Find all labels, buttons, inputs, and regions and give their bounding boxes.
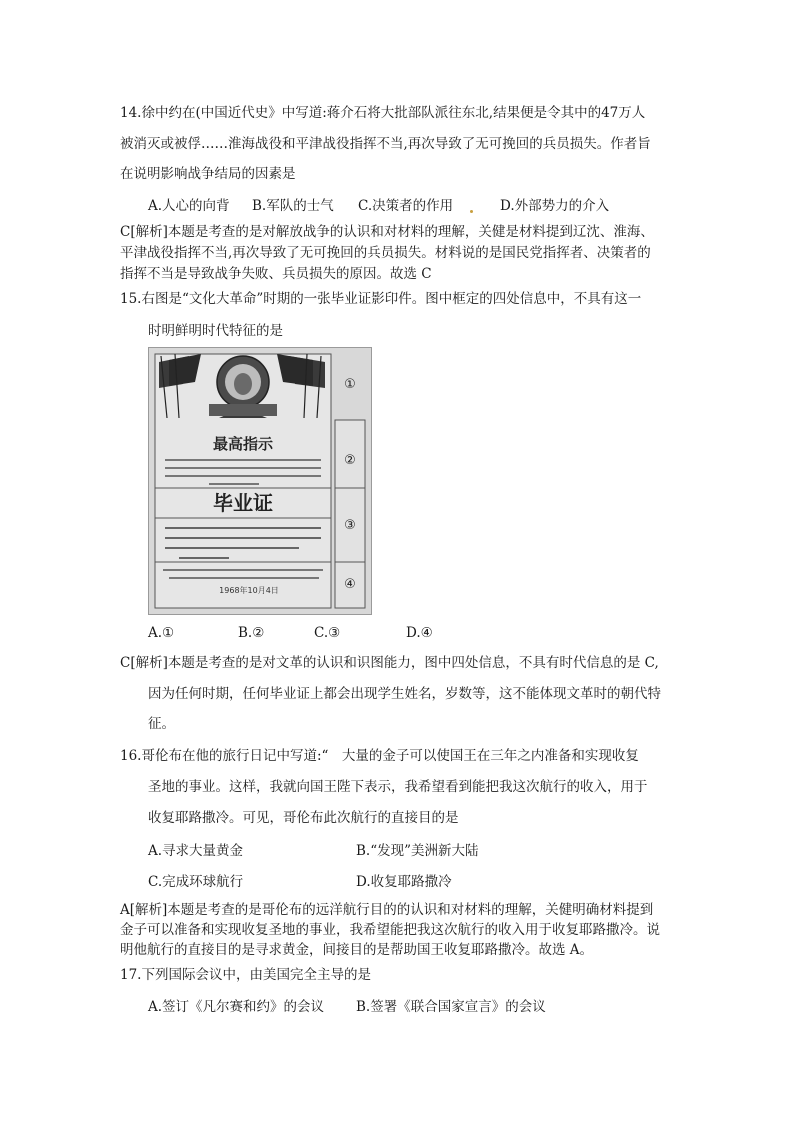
q16-analysis-3: 明他航行的直接目的是寻求黄金，间接目的是帮助国王收复耶路撒冷。故选 A。 (120, 942, 594, 958)
q15-analysis-2: 因为任何时期，任何毕业证上都会出现学生姓名，岁数等，这不能体现文革时的朝代特 (148, 686, 661, 702)
q17-option-b[interactable]: B.签署《联合国家宣言》的会议 (356, 999, 546, 1015)
q16-option-a[interactable]: A.寻求大量黄金 (148, 843, 244, 859)
diploma-date: 1968年10月4日 (219, 586, 279, 595)
q15-option-a[interactable]: A.① (148, 625, 175, 641)
q16-option-d[interactable]: D.收复耶路撒冷 (356, 874, 452, 890)
q15-option-d[interactable]: D.④ (406, 625, 433, 641)
q14-option-d[interactable]: D.外部势力的介入 (500, 198, 610, 214)
marker-4: ④ (344, 577, 356, 592)
q16-option-c[interactable]: C.完成环球航行 (148, 874, 244, 890)
q16-line-2: 圣地的事业。这样，我就向国王陛下表示，我希望看到能把我这次航行的收入，用于 (148, 779, 648, 795)
q16-line-1: 16.哥伦布在他的旅行日记中写道:“ 大量的金子可以使国王在三年之内准备和实现收复 (120, 748, 639, 764)
marker-2: ② (344, 453, 356, 468)
marker-3: ③ (344, 518, 356, 533)
diploma-photo (148, 347, 372, 615)
q14-line-2: 被消灭或被俘……淮海战役和平津战役指挥不当,再次导致了无可挽回的兵员损失。作者旨 (120, 136, 651, 152)
q14-analysis-1: C[解析]本题是考查的是对解放战争的认识和对材料的理解，关健是材料提到辽沈、淮海、 (120, 224, 654, 240)
q16-analysis-1: A[解析]本题是考查的是哥伦布的远洋航行目的的认识和对材料的理解，关健明确材料提到 (120, 902, 654, 918)
q14-analysis-3: 指挥不当是导致战争失败、兵员损失的原因。故选 C (120, 266, 432, 282)
q14-option-c[interactable]: C.决策者的作用 (358, 198, 454, 214)
q15-option-c[interactable]: C.③ (314, 625, 341, 641)
diploma-header: 最高指示 (212, 435, 274, 453)
q16-option-b[interactable]: B.“发现”美洲新大陆 (356, 843, 479, 859)
q17-line-1: 17.下列国际会议中，由美国完全主导的是 (120, 967, 371, 983)
q16-analysis-2: 金子可以准备和实现收复圣地的事业，我希望能把我这次航行的收入用于收复耶路撒冷。说 (120, 922, 660, 938)
q17-option-a[interactable]: A.签订《凡尔赛和约》的会议 (148, 999, 325, 1015)
ink-dot (470, 210, 473, 213)
q14-option-a[interactable]: A.人心的向背 (148, 198, 230, 214)
diploma-title: 毕业证 (213, 491, 273, 515)
q16-line-3: 收复耶路撒冷。可见，哥伦布此次航行的直接目的是 (148, 810, 459, 826)
q15-analysis-1: C[解析]本题是考查的是对文革的认识和识图能力，图中四处信息，不具有时代信息的是 C, (120, 655, 659, 671)
marker-1: ① (344, 377, 356, 392)
q15-line-2: 时明鲜明时代特征的是 (148, 323, 283, 339)
q15-option-b[interactable]: B.② (238, 625, 265, 641)
q14-analysis-2: 平津战役指挥不当,再次导致了无可挽回的兵员损失。材料说的是国民党指挥者、决策者的 (120, 245, 651, 261)
q15-analysis-3: 征。 (148, 716, 175, 732)
q14-option-b[interactable]: B.军队的士气 (252, 198, 334, 214)
q15-line-1: 15.右图是“文化大革命”时期的一张毕业证影印件。图中框定的四处信息中，不具有这一 (120, 291, 642, 307)
q14-line-1: 14.徐中约在(中国近代史》中写道:蒋介石将大批部队派往东北,结果便是令其中的47万人 (120, 105, 646, 121)
q14-line-3: 在说明影响战争结局的因素是 (120, 166, 296, 182)
